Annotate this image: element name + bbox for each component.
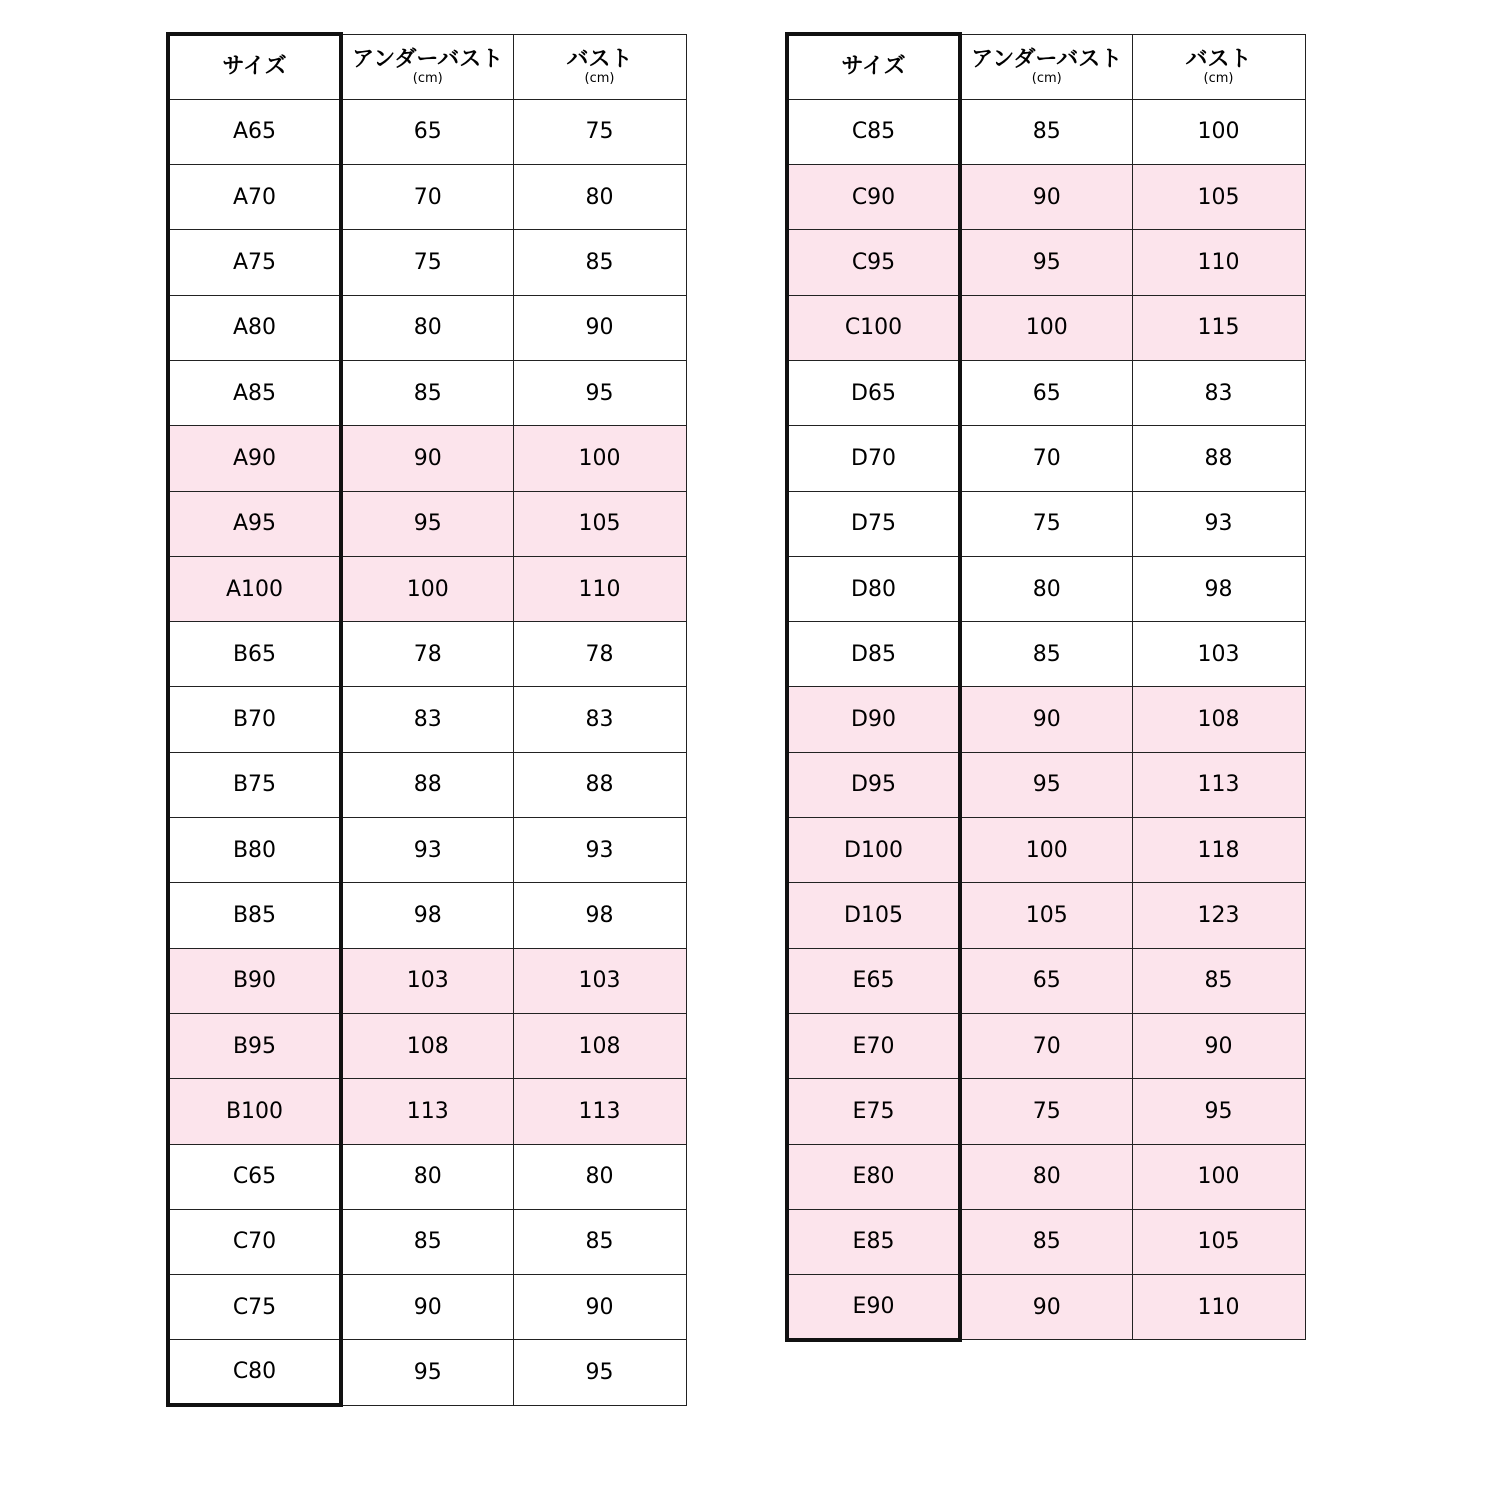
table-row [787,1275,1305,1340]
cell-under-bust: 85 [341,1209,513,1274]
cell-under-bust: 88 [341,752,513,817]
cell-bust: 85 [513,230,686,295]
table-row [168,1079,686,1144]
cell-under-bust: 90 [960,687,1132,752]
cell-bust: 98 [513,883,686,948]
cell-size: A70 [168,165,341,230]
cell-bust: 85 [513,1209,686,1274]
cell-bust: 123 [1132,883,1305,948]
cell-size: E70 [787,1013,960,1078]
cell-bust: 88 [1132,426,1305,491]
cell-under-bust: 95 [341,1340,513,1405]
table-row [168,752,686,817]
cell-size: C70 [168,1209,341,1274]
cell-size: A65 [168,99,341,164]
cell-under-bust: 93 [341,818,513,883]
cell-bust: 83 [513,687,686,752]
cell-bust: 100 [1132,1144,1305,1209]
table-row [787,491,1305,556]
header-row [787,34,1305,99]
cell-under-bust: 70 [960,426,1132,491]
cell-under-bust: 95 [341,491,513,556]
table-row [787,165,1305,230]
header-bust [513,34,686,99]
cell-bust: 80 [513,1144,686,1209]
table-row [168,426,686,491]
cell-under-bust: 65 [341,99,513,164]
table-row [168,687,686,752]
table-row [168,230,686,295]
table-row [787,818,1305,883]
cell-under-bust: 108 [341,1013,513,1078]
cell-under-bust: 83 [341,687,513,752]
cell-size: B85 [168,883,341,948]
cell-bust: 80 [513,165,686,230]
cell-bust: 90 [1132,1013,1305,1078]
cell-bust: 115 [1132,295,1305,360]
header-under-bust-label: アンダーバスト [352,46,504,72]
table-row [168,491,686,556]
header-size [787,34,960,99]
header-bust-unit: (cm) [584,70,615,86]
cell-under-bust: 75 [960,491,1132,556]
cell-size: C85 [787,99,960,164]
table-row [787,556,1305,621]
cell-bust: 93 [1132,491,1305,556]
cell-size: D80 [787,556,960,621]
cell-size: A95 [168,491,341,556]
cell-under-bust: 80 [960,1144,1132,1209]
table-row [168,165,686,230]
cell-under-bust: 78 [341,622,513,687]
header-bust [1132,34,1305,99]
cell-bust: 100 [1132,99,1305,164]
cell-under-bust: 65 [960,948,1132,1013]
table-row [168,99,686,164]
cell-size: D75 [787,491,960,556]
cell-bust: 103 [513,948,686,1013]
cell-size: A100 [168,556,341,621]
cell-size: E85 [787,1209,960,1274]
cell-size: C95 [787,230,960,295]
cell-under-bust: 105 [960,883,1132,948]
cell-bust: 110 [513,556,686,621]
table-row [168,1275,686,1340]
cell-bust: 118 [1132,818,1305,883]
table-row [787,295,1305,360]
size-table-right [785,32,1306,1342]
cell-bust: 100 [513,426,686,491]
header-row [168,34,686,99]
cell-size: B80 [168,818,341,883]
cell-bust: 95 [513,1340,686,1405]
cell-under-bust: 80 [341,1144,513,1209]
cell-under-bust: 65 [960,360,1132,425]
cell-under-bust: 70 [341,165,513,230]
header-under-bust [341,34,513,99]
cell-size: A90 [168,426,341,491]
table-row [787,1209,1305,1274]
cell-under-bust: 100 [341,556,513,621]
header-under-bust [960,34,1132,99]
header-size-label: サイズ [841,54,906,80]
cell-size: D65 [787,360,960,425]
table-row [787,883,1305,948]
table-row [787,687,1305,752]
table-row [168,1340,686,1405]
header-bust-unit: (cm) [1203,70,1234,86]
cell-bust: 108 [513,1013,686,1078]
table-row [787,99,1305,164]
cell-under-bust: 103 [341,948,513,1013]
table-row [168,948,686,1013]
cell-size: D70 [787,426,960,491]
cell-size: D100 [787,818,960,883]
cell-size: E65 [787,948,960,1013]
cell-under-bust: 100 [960,818,1132,883]
table-row [787,622,1305,687]
cell-size: E90 [787,1275,960,1340]
cell-bust: 108 [1132,687,1305,752]
header-under-bust-label: アンダーバスト [971,46,1123,72]
table-row [787,1013,1305,1078]
cell-bust: 78 [513,622,686,687]
table-row [168,818,686,883]
cell-size: D105 [787,883,960,948]
cell-bust: 93 [513,818,686,883]
table-row [787,426,1305,491]
cell-size: E75 [787,1079,960,1144]
table-row [787,1144,1305,1209]
cell-under-bust: 90 [960,1275,1132,1340]
cell-size: D95 [787,752,960,817]
cell-size: A85 [168,360,341,425]
cell-under-bust: 95 [960,752,1132,817]
cell-bust: 110 [1132,230,1305,295]
table-row [168,1209,686,1274]
cell-under-bust: 70 [960,1013,1132,1078]
cell-bust: 85 [1132,948,1305,1013]
table-row [168,883,686,948]
cell-size: A80 [168,295,341,360]
cell-size: C80 [168,1340,341,1405]
cell-size: B65 [168,622,341,687]
table-row [787,752,1305,817]
cell-under-bust: 75 [960,1079,1132,1144]
cell-bust: 90 [513,295,686,360]
cell-bust: 88 [513,752,686,817]
cell-under-bust: 98 [341,883,513,948]
cell-under-bust: 95 [960,230,1132,295]
cell-size: B90 [168,948,341,1013]
cell-size: E80 [787,1144,960,1209]
cell-under-bust: 90 [960,165,1132,230]
table-row [787,360,1305,425]
cell-bust: 98 [1132,556,1305,621]
cell-bust: 105 [1132,1209,1305,1274]
cell-size: B100 [168,1079,341,1144]
header-under-bust-unit: (cm) [412,70,443,86]
cell-bust: 113 [513,1079,686,1144]
cell-size: B70 [168,687,341,752]
cell-under-bust: 85 [960,1209,1132,1274]
cell-bust: 83 [1132,360,1305,425]
cell-bust: 113 [1132,752,1305,817]
size-table-left [166,32,687,1407]
cell-bust: 90 [513,1275,686,1340]
cell-bust: 75 [513,99,686,164]
table-row [168,1144,686,1209]
header-size [168,34,341,99]
cell-under-bust: 75 [341,230,513,295]
cell-size: C100 [787,295,960,360]
header-bust-label: バスト [1185,46,1252,72]
cell-size: D90 [787,687,960,752]
table-row [168,622,686,687]
cell-under-bust: 85 [960,99,1132,164]
cell-size: C75 [168,1275,341,1340]
cell-size: C65 [168,1144,341,1209]
cell-size: A75 [168,230,341,295]
cell-under-bust: 90 [341,426,513,491]
header-size-label: サイズ [222,54,287,80]
table-row [787,1079,1305,1144]
table-row [168,1013,686,1078]
cell-under-bust: 113 [341,1079,513,1144]
table-row [168,295,686,360]
header-under-bust-unit: (cm) [1031,70,1062,86]
table-row [787,948,1305,1013]
cell-size: D85 [787,622,960,687]
cell-under-bust: 80 [341,295,513,360]
header-bust-label: バスト [566,46,633,72]
cell-under-bust: 100 [960,295,1132,360]
cell-size: B95 [168,1013,341,1078]
cell-bust: 103 [1132,622,1305,687]
cell-bust: 95 [513,360,686,425]
table-row [168,360,686,425]
cell-size: B75 [168,752,341,817]
cell-under-bust: 85 [341,360,513,425]
table-row [168,556,686,621]
cell-bust: 110 [1132,1275,1305,1340]
cell-size: C90 [787,165,960,230]
cell-bust: 95 [1132,1079,1305,1144]
cell-bust: 105 [513,491,686,556]
cell-under-bust: 85 [960,622,1132,687]
cell-bust: 105 [1132,165,1305,230]
cell-under-bust: 90 [341,1275,513,1340]
table-row [787,230,1305,295]
cell-under-bust: 80 [960,556,1132,621]
